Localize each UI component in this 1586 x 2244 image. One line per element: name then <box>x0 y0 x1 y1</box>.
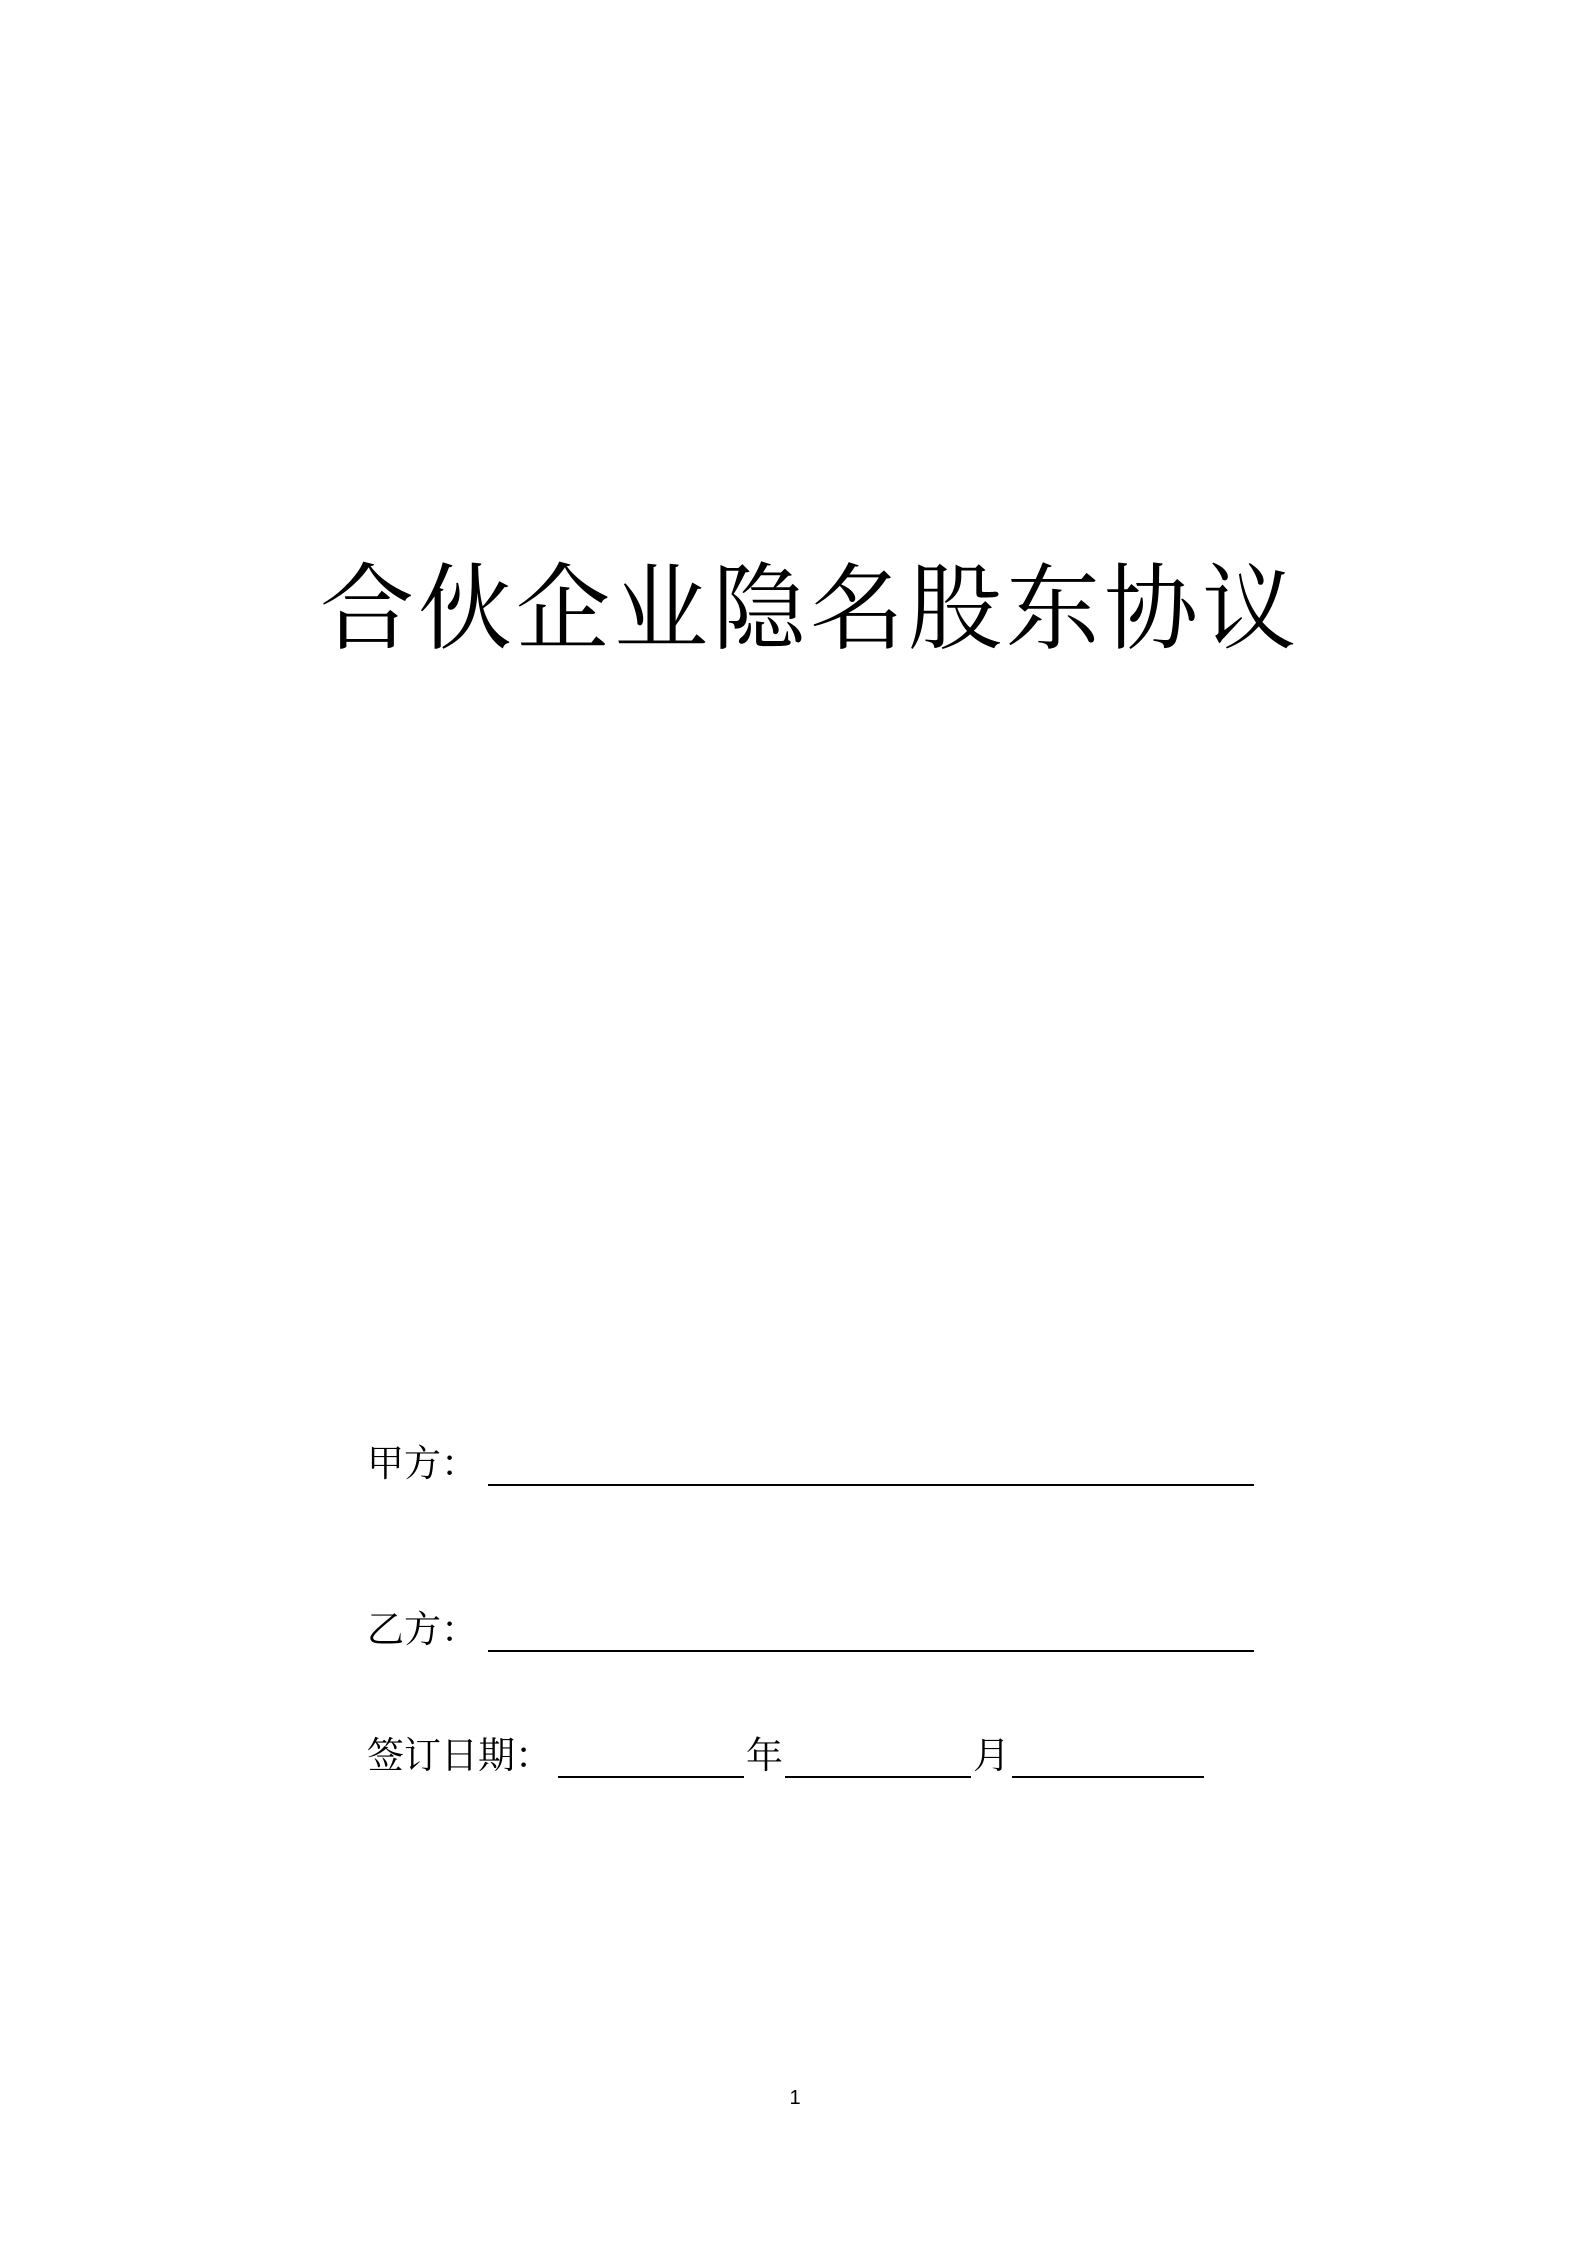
party-b-label: 乙方： <box>367 1608 478 1651</box>
party-b-row <box>367 1594 1254 1654</box>
party-a-blank-line[interactable] <box>488 1438 1254 1486</box>
sign-date-month-label: 月 <box>973 1734 1010 1777</box>
sign-date-year-blank[interactable] <box>558 1730 744 1778</box>
page-number: 1 <box>789 2087 801 2109</box>
document-title: 合伙企业隐名股东协议 <box>319 555 1300 664</box>
sign-date-row <box>367 1720 1204 1780</box>
sign-date-label: 签订日期： <box>367 1734 552 1777</box>
sign-date-day-blank[interactable] <box>1012 1730 1204 1778</box>
party-a-label: 甲方： <box>367 1442 478 1485</box>
party-b-blank-line[interactable] <box>488 1604 1254 1652</box>
sign-date-year-label: 年 <box>746 1734 783 1777</box>
sign-date-month-blank[interactable] <box>785 1730 971 1778</box>
party-a-row <box>367 1428 1254 1488</box>
